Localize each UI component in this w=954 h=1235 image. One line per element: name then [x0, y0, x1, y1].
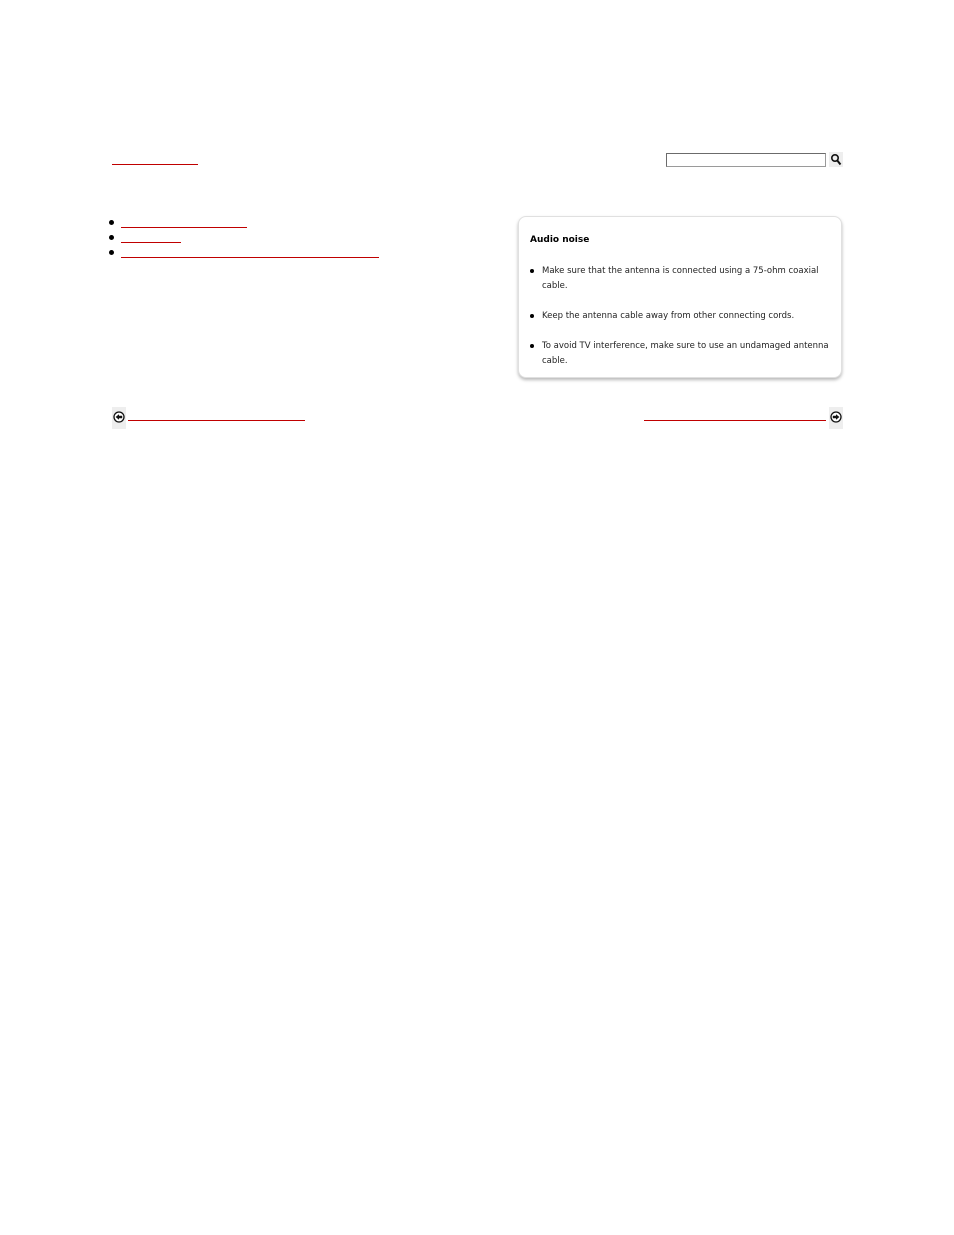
list-item [106, 231, 181, 246]
next-page-button[interactable] [829, 407, 843, 429]
related-link-2[interactable] [121, 231, 181, 243]
related-links [106, 216, 379, 261]
panel-title: Audio noise [530, 235, 590, 245]
troubleshooting-panel [518, 216, 842, 378]
related-link-1[interactable] [121, 216, 247, 228]
search-input[interactable] [666, 153, 826, 167]
list-item [106, 246, 379, 261]
next-page-link[interactable] [644, 408, 826, 421]
panel-list [530, 264, 830, 384]
panel-list-item: Keep the antenna cable away from other connecting cords. [530, 309, 830, 324]
list-item [106, 216, 247, 231]
magnifier-icon [829, 152, 843, 167]
arrow-right-circle-icon [830, 411, 842, 423]
search-button[interactable] [829, 152, 843, 167]
related-link-3[interactable] [121, 246, 379, 258]
previous-page-link[interactable] [128, 408, 305, 421]
panel-list-item: To avoid TV interference, make sure to use an undamaged antenna cable. [530, 339, 830, 369]
top-link[interactable] [112, 152, 198, 165]
panel-list-item: Make sure that the antenna is connected using a 75-ohm coaxial cable. [530, 264, 830, 294]
previous-page-button[interactable] [112, 407, 126, 429]
arrow-left-circle-icon [113, 411, 125, 423]
